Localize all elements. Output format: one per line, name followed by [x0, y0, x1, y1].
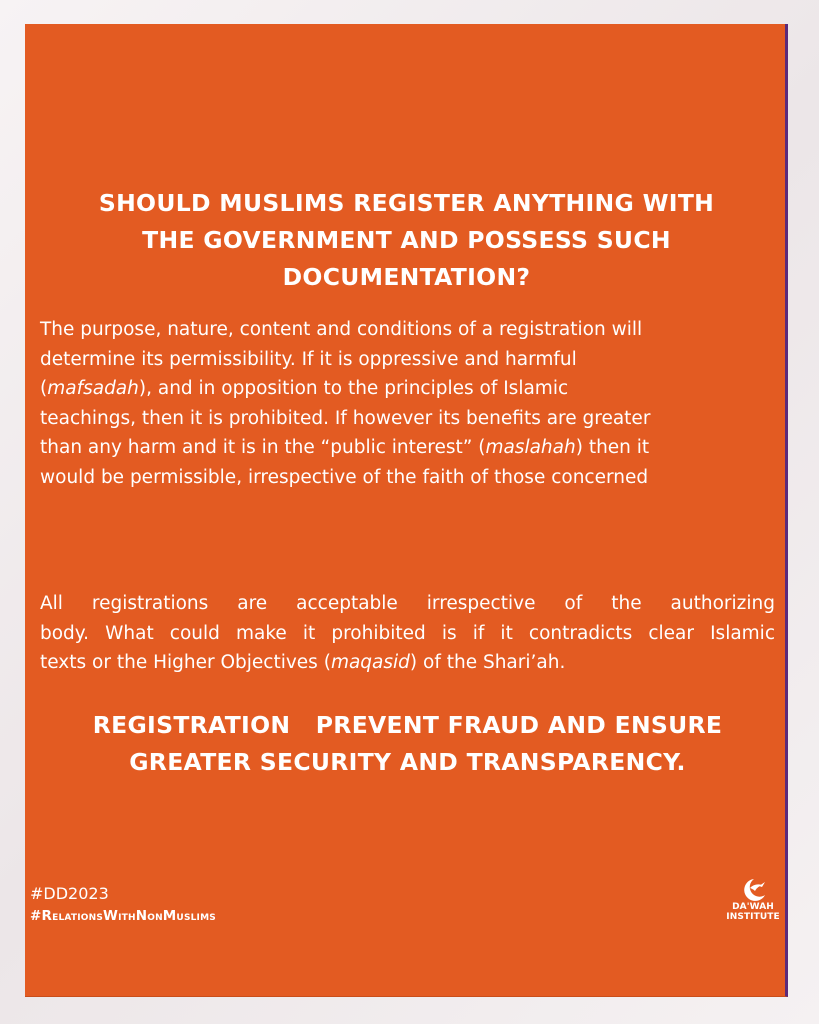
post-title-line-1: SHOULD MUSLIMS REGISTER ANYTHING WITH [98, 189, 715, 217]
paragraph-2-line-1: All registrations are acceptable irrespective of the authorizing [40, 593, 775, 614]
conclusion-headline-line-1: REGISTRATION PREVENT FRAUD AND ENSURE [92, 711, 723, 739]
paragraph-1-line-3-rest: ), and in opposition to the principles of Islamic [138, 378, 569, 399]
paragraph-1-line-2: determine its permissibility. If it is oppressive and harmful [40, 348, 577, 370]
term-maslahah: maslahah [485, 437, 576, 458]
crescent-bird-icon [738, 877, 768, 903]
logo-text-line-1: DA'WAH [732, 902, 774, 912]
term-mafsadah: mafsadah [47, 378, 139, 399]
conclusion-headline-line-2: GREATER SECURITY AND TRANSPARENCY. [129, 748, 686, 776]
paragraph-1-line-6: would be permissible, irrespective of the faith of those concerned [40, 466, 649, 488]
paragraph-1-line-3-open: ( [40, 378, 48, 399]
paragraph-1-line-3 [40, 374, 775, 404]
paragraph-2-line-3-pre: texts or the Higher Objectives ( [40, 652, 331, 673]
dawah-institute-logo [720, 877, 786, 922]
post-title [45, 185, 768, 296]
paragraph-2-line-3 [40, 648, 775, 678]
post-title-line-3: DOCUMENTATION? [282, 263, 531, 291]
paragraph-2-line-2: body. What could make it prohibited is if it contradicts clear Islamic [40, 622, 775, 644]
hashtag-block [30, 883, 216, 927]
post-title-line-2: THE GOVERNMENT AND POSSESS SUCH [142, 226, 671, 254]
paragraph-1-line-5 [40, 433, 775, 463]
paragraph-1-line-4: teachings, then it is prohibited. If however its benefits are greater [40, 407, 651, 429]
paragraph-2-line-3-post: ) of the Shari’ah. [409, 652, 566, 673]
paragraph-1-line-5-pre: than any harm and it is in the “public interest” ( [40, 437, 486, 458]
paragraph-1-line-5-post: ) then it [575, 437, 650, 458]
logo-text-line-2: INSTITUTE [726, 911, 780, 922]
body-paragraph-1 [40, 315, 775, 492]
paragraph-1-line-1: The purpose, nature, content and conditions of a registration will [40, 319, 643, 340]
hashtag-topic: #RelationsWithNonMuslims [30, 908, 216, 924]
term-maqasid: maqasid [330, 652, 410, 673]
conclusion-headline [40, 707, 775, 781]
post-card [25, 24, 788, 997]
hashtag-year: #DD2023 [30, 884, 109, 903]
body-paragraph-2 [40, 589, 775, 678]
